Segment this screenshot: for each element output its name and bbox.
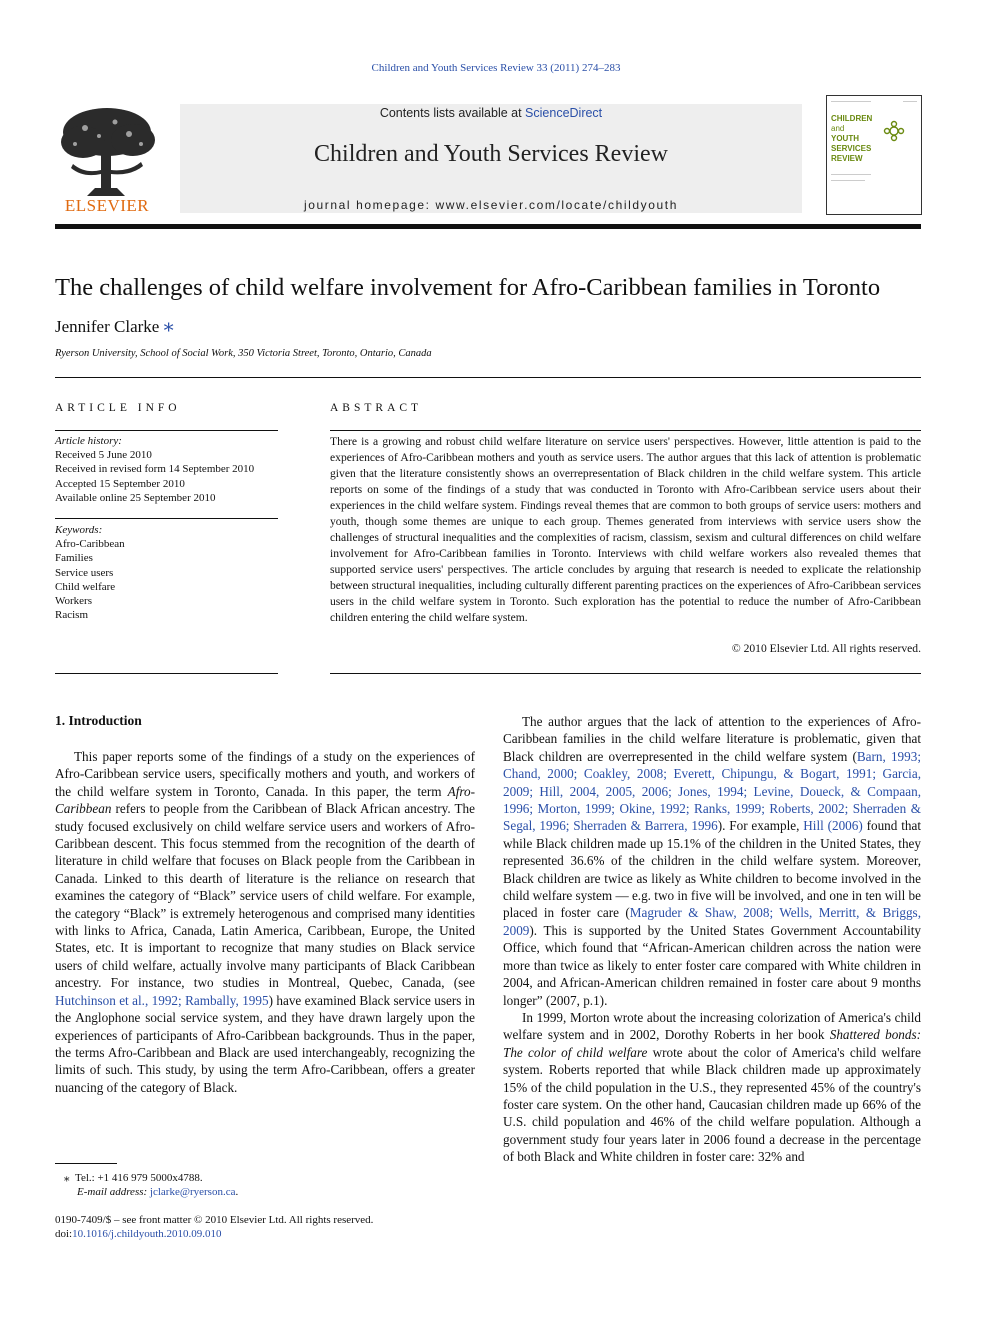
author-footnote-link[interactable]: ⁎ bbox=[163, 314, 174, 336]
contents-line: Contents lists available at ScienceDirect bbox=[379, 106, 603, 120]
abstract-copyright: © 2010 Elsevier Ltd. All rights reserved. bbox=[731, 642, 921, 655]
email-link[interactable]: jclarke@ryerson.ca bbox=[149, 1186, 236, 1198]
divider bbox=[330, 673, 921, 674]
citation-link[interactable]: Hutchinson et al., 1992; Rambally, 1995 bbox=[55, 992, 269, 1008]
sciencedirect-link[interactable]: ScienceDirect bbox=[525, 106, 603, 120]
body-column-left bbox=[55, 748, 475, 1096]
history-item: Available online 25 September 2010 bbox=[55, 491, 216, 504]
citation-link[interactable]: Hill (2006) bbox=[803, 818, 863, 834]
journal-name: Children and Youth Services Review bbox=[314, 141, 668, 167]
doi-line: doi:10.1016/j.childyouth.2010.09.010 bbox=[55, 1228, 222, 1240]
keyword: Racism bbox=[55, 609, 88, 622]
footnote-rule bbox=[55, 1163, 117, 1164]
keyword: Families bbox=[55, 552, 93, 565]
author-affiliation: Ryerson University, School of Social Work, 350 Victoria Street, Toronto, Ontario, Canada bbox=[55, 348, 432, 359]
divider bbox=[55, 518, 278, 519]
divider bbox=[55, 430, 278, 431]
keyword: Service users bbox=[55, 566, 114, 579]
divider bbox=[55, 377, 921, 378]
cover-line bbox=[831, 180, 865, 181]
article-history: Article history: Received 5 June 2010 Received in revised form 14 September 2010 Accepted 15 September 2010 Available online 25 September 2010 bbox=[55, 435, 255, 504]
paragraph: In 1999, Morton wrote about the increasing colorization of America's child welfare system and in 2002, Dorothy Roberts in her book Shattered bonds: The color of child welfare wrote about the color of America's child welfare system. Roberts reported that while Black children made up approximately 15% of the child population in the U.S., they represented 45% of the country's foster care system. On the other hand, Caucasian children made up 66% of the U.S. child population and 46% of the child welfare population. Although a government study four years later in 2006 found a decrease in the percentage of both Black and White children in foster care: 32% and bbox=[503, 1009, 921, 1165]
article-title: The challenges of child welfare involvement for Afro-Caribbean families in Toronto bbox=[55, 274, 881, 301]
front-matter-line: 0190-7409/$ – see front matter © 2010 Elsevier Ltd. All rights reserved. bbox=[55, 1214, 374, 1226]
history-item: Accepted 15 September 2010 bbox=[55, 477, 185, 490]
tree-icon bbox=[55, 104, 159, 196]
divider bbox=[55, 673, 278, 674]
cover-line bbox=[831, 174, 871, 175]
history-item: Received in revised form 14 September 2010 bbox=[55, 463, 255, 476]
doi-link[interactable]: 10.1016/j.childyouth.2010.09.010 bbox=[72, 1228, 222, 1240]
header-rule bbox=[55, 224, 921, 229]
journal-homepage: journal homepage: www.elsevier.com/locate/childyouth bbox=[303, 198, 679, 212]
article-info-heading: ARTICLE INFO bbox=[55, 402, 181, 414]
keyword: Afro-Caribbean bbox=[55, 538, 125, 551]
elsevier-logo[interactable] bbox=[55, 104, 159, 216]
abstract-text: There is a growing and robust child welfare literature on service users' perspectives. However, little attention is paid to the experiences of Afro-Caribbean mothers and youth as service users. The author argues that this lack of attention is problematic given that the literature consistently shows an overrepresentation of Black children in the child welfare system. This article reports on some of the findings of a study that was conducted in Toronto with Afro-Caribbean service users about their experiences in the child welfare system. Findings reveal themes that are common to both groups of service users: mothers and youth, though some themes are unique to each group. Themes generated from interviews with service users show the challenges of structural inequalities and the complexities of racism, classism, sexism and cultural differences on child welfare involvement for Afro-Caribbean families in Toronto. Interviews with child welfare workers also revealed themes that supported service users' perspectives. The article concludes by arguing that research is needed to explicate the relationship between structural inequalities, including culturally different parenting practices on the experiences of Afro-Caribbean services users in the child welfare system in Toronto. Such exploration has the potential to reduce the number of Afro-Caribbean children entering the child welfare system. bbox=[330, 435, 921, 624]
cover-line bbox=[831, 101, 871, 102]
history-item: Received 5 June 2010 bbox=[55, 449, 152, 462]
cover-emblem-icon bbox=[883, 120, 905, 142]
citation-link[interactable]: Magruder & Shaw, 2008; Wells, Merritt, & Briggs, 2009 bbox=[503, 905, 921, 938]
footnote-telephone: ⁎ Tel.: +1 416 979 5000x4788. bbox=[64, 1172, 203, 1184]
author-line bbox=[55, 314, 174, 337]
section-heading-introduction: 1. Introduction bbox=[55, 713, 142, 728]
cover-title: CHILDREN and YOUTH SERVICES REVIEW bbox=[831, 114, 873, 163]
divider bbox=[330, 430, 921, 431]
body-column-right bbox=[503, 713, 921, 1166]
paragraph: This paper reports some of the findings of a study on the experiences of Afro-Caribbean service users, specifically mothers and youth, and workers of the child welfare system in Toronto, Canada. In this paper, the term Afro-Caribbean refers to people from the Caribbean of Black African ancestry. The study focused exclusively on child welfare service users and workers of Afro-Caribbean descent. This focus stemmed from the recognition of the dearth of literature in child welfare that focuses on Black people from the Caribbean in Canada. Linked to this dearth of literature is the reliance on research that examines the category of “Black” service users of child welfare. For example, the category “Black” is extremely heterogenous and comprised many identities with links to Africa, Canada, Latin America, Caribbean, Europe, the United States, etc. It is important to recognize that many studies on Black service users of child welfare, actually involve many participants of Black Caribbean ancestry. For instance, two studies in Montreal, Quebec, Canada, (see Hutchinson et al., 1992; Rambally, 1995) have examined Black service users in the Anglophone social service system, and they have drawn largely upon the experiences of participants of Afro-Caribbean backgrounds. Thus in the paper, the terms Afro-Caribbean and Black are used interchangeably, recognizing the limits of such. This study, by using the term Afro-Caribbean, offers a greater nuancing of the category of Black. bbox=[55, 749, 475, 1095]
keywords-list: Keywords: Afro-Caribbean Families Service users Child welfare Workers Racism bbox=[55, 524, 125, 622]
elsevier-wordmark: ELSEVIER bbox=[64, 196, 150, 215]
keyword: Workers bbox=[55, 595, 92, 608]
footnote-email: E-mail address: jclarke@ryerson.ca. bbox=[77, 1186, 239, 1198]
cover-line bbox=[903, 101, 917, 102]
journal-citation[interactable]: Children and Youth Services Review 33 (2011) 274–283 bbox=[371, 62, 621, 74]
journal-cover-thumbnail[interactable] bbox=[826, 95, 922, 215]
citation-link[interactable]: Barn, 1993; Chand, 2000; Coakley, 2008; Everett, Chipungu, & Bogart, 1991; Garcia, 2009; Hill, 2004, 2005, 2006; Jones, 1994; Levine, Doueck, & Compaan, 1996; Morton, 1999; Okine, 1992; Ranks, 1999; Roberts, 2002; Sherraden & Segal, 1996; Sherraden & Barrera, 1996 bbox=[503, 748, 921, 834]
keyword: Child welfare bbox=[55, 580, 116, 593]
author-name: Jennifer Clarke bbox=[55, 317, 160, 336]
homepage-link[interactable]: www.elsevier.com/locate/childyouth bbox=[435, 198, 679, 212]
abstract-heading: ABSTRACT bbox=[330, 402, 423, 414]
paragraph: The author argues that the lack of attention to the experiences of Afro-Caribbean families in the child welfare literature is problematic, given that Black children are overrepresented in the child welfare system (Barn, 1993; Chand, 2000; Coakley, 2008; Everett, Chipungu, & Bogart, 1991; Garcia, 2009; Hill, 2004, 2005, 2006; Jones, 1994; Levine, Doueck, & Compaan, 1996; Morton, 1999; Okine, 1992; Ranks, 1999; Roberts, 2002; Sherraden & Segal, 1996; Sherraden & Barrera, 1996). For example, Hill (2006) found that while Black children made up 15.1% of the children in the United States, they represented 36.6% of the children in the child welfare system. Moreover, Black children are twice as likely as White children to become involved in the child welfare system — e.g. two in five will be involved, and one in ten will be placed in foster care (Magruder & Shaw, 2008; Wells, Merritt, & Briggs, 2009). This is supported by the United States Government Accountability Office, which found that “African-American children across the nation were more than twice as likely to enter foster care compared with White children in 2004, and African-American children remained in foster care about 9 months longer” (2007, p.1). bbox=[503, 714, 921, 1008]
